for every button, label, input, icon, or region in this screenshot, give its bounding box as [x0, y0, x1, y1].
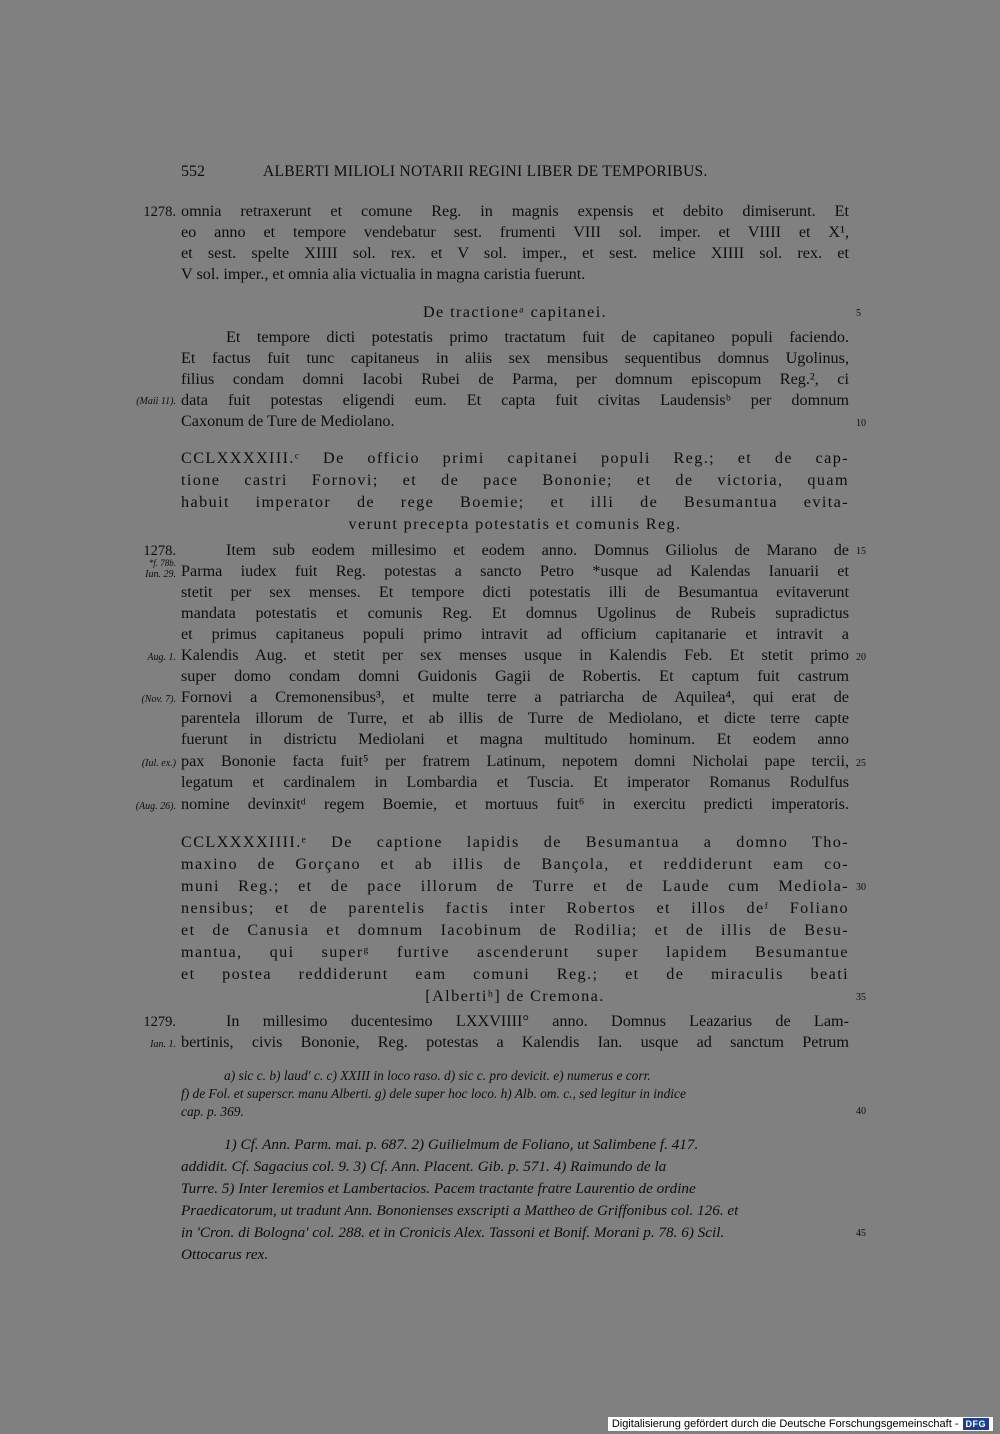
- text-line: data fuit potestas eligendi eum. Et capta fuit civitas Laudensisᵇ per domnum: [181, 391, 849, 409]
- margin-date: (Aug. 26).: [135, 801, 176, 812]
- line-number: 15: [856, 546, 866, 557]
- chapter-heading: [Albertiʰ] de Cremona.: [425, 987, 605, 1005]
- text-line: Et tempore dicti potestatis primo tractatum fuit de capitaneo populi faciendo.: [226, 328, 849, 346]
- text-line: In millesimo ducentesimo LXXVIIII° anno. Domnus Leazarius de Lam-: [226, 1012, 849, 1030]
- chapter-heading: muni Reg.; et de pace illorum de Turre et de Laude cum Mediola-: [181, 877, 849, 895]
- line-number: 10: [856, 418, 866, 429]
- chapter-heading: maxino de Gorçano et ab illis de Bançola, et reddiderunt eam co-: [181, 855, 849, 873]
- margin-year: 1279.: [143, 1014, 176, 1030]
- text-line: et sest. spelte XIIII sol. rex. et V sol. imper., et sest. melice XIIII sol. rex. et: [181, 244, 849, 262]
- footnote-line: Turre. 5) Inter Ieremios et Lambertacios. Pacem tractante fratre Laurentio de ordine: [181, 1180, 696, 1197]
- line-number: 5: [856, 308, 861, 319]
- text-line: pax Bononie facta fuit⁵ per fratrem Latinum, nepotem domni Nicholai pape tercii,: [181, 752, 849, 770]
- chapter-heading: mantua, qui superᵍ furtive ascenderunt super lapidem Besumantue: [181, 943, 849, 961]
- text-line: stetit per sex menses. Et tempore dicti potestatis illi de Besumantua evitaverunt: [181, 583, 849, 601]
- line-number: 40: [856, 1106, 866, 1117]
- chapter-heading: et postea reddiderunt eam comuni Reg.; et de miraculis beati: [181, 965, 849, 983]
- text-line: omnia retraxerunt et comune Reg. in magnis expensis et debito dimiserunt. Et: [181, 202, 849, 220]
- text-line: V sol. imper., et omnia alia victualia in magna caristia fuerunt.: [181, 265, 586, 283]
- text-line: Et factus fuit tunc capitaneus in aliis sex mensibus sequentibus domnus Ugolinus,: [181, 349, 849, 367]
- text-line: super domo condam domni Guidonis Gagii de Robertis. Et captum fuit castrum: [181, 667, 849, 685]
- chapter-heading: tione castri Fornovi; et de pace Bononie; et de victoria, quam: [181, 471, 849, 489]
- margin-date: (Iul. ex.): [141, 758, 176, 769]
- chapter-heading: CCLXXXXIIII.ᵉ De captione lapidis de Besumantua a domno Tho-: [181, 833, 849, 851]
- margin-date: Aug. 1.: [147, 652, 176, 663]
- text-line: eo anno et tempore vendebatur sest. frumenti VIII sol. imper. et VIIII et X¹,: [181, 223, 849, 241]
- apparatus-line: cap. p. 369.: [181, 1104, 244, 1119]
- line-number: 25: [856, 758, 866, 769]
- margin-date: Iun. 29.: [145, 569, 176, 580]
- footnote-line: 1) Cf. Ann. Parm. mai. p. 687. 2) Guilielmum de Foliano, ut Salimbene f. 417.: [224, 1136, 699, 1153]
- text-line: nomine devinxitᵈ regem Boemie, et mortuus fuit⁶ in exercitu predicti imperatoris.: [181, 795, 849, 813]
- line-number: 35: [856, 992, 866, 1003]
- margin-date: Ian. 1.: [150, 1039, 176, 1050]
- footnote-line: addidit. Cf. Sagacius col. 9. 3) Cf. Ann. Placent. Gib. p. 571. 4) Raimundo de la: [181, 1158, 667, 1175]
- chapter-heading: nensibus; et de parentelis factis inter Robertos et illos deᶠ Foliano: [181, 899, 849, 917]
- line-number: 45: [856, 1228, 866, 1239]
- text-line: mandata potestatis et comunis Reg. Et domnus Ugolinus de Rubeis supradictus: [181, 604, 849, 622]
- chapter-heading: et de Canusia et domnum Iacobinum de Rodilia; et de illis de Besu-: [181, 921, 849, 939]
- section-heading: De tractioneᵃ capitanei.: [422, 303, 608, 321]
- margin-year: 1278.: [143, 204, 176, 220]
- running-title: ALBERTI MILIOLI NOTARII REGINI LIBER DE TEMPORIBUS.: [263, 163, 708, 180]
- apparatus-line: a) sic c. b) laud' c. c) XXIII in loco raso. d) sic c. pro devicit. e) numerus e corr.: [224, 1068, 651, 1083]
- text-line: filius condam domni Iacobi Rubei de Parma, per domnum episcopum Reg.², ci: [181, 370, 849, 388]
- text-line: fuerunt in districtu Mediolani et magna multitudo hominum. Et eodem anno: [181, 730, 849, 748]
- chapter-heading: habuit imperator de rege Boemie; et illi de Besumantua evita-: [181, 493, 849, 511]
- text-line: legatum et cardinalem in Lombardia et Tuscia. Et imperator Romanus Rodulfus: [181, 773, 849, 791]
- text-line: et primus capitaneus populi primo intravit ad officium capitanarie et intravit a: [181, 625, 849, 643]
- footnote-line: Ottocarus rex.: [181, 1246, 269, 1263]
- chapter-heading: CCLXXXXIII.ᶜ De officio primi capitanei populi Reg.; et de cap-: [181, 449, 849, 467]
- apparatus-line: f) de Fol. et superscr. manu Alberti. g) dele super hoc loco. h) Alb. om. c., sed legitur in indice: [181, 1086, 686, 1101]
- margin-year: 1278.: [143, 543, 176, 559]
- line-number: 30: [856, 882, 866, 893]
- dfg-logo: DFG: [963, 1418, 990, 1430]
- page-number: 552: [181, 163, 205, 180]
- text-line: parentela illorum de Turre, et ab illis de Turre de Mediolano, et dicte terre capte: [181, 709, 849, 727]
- text-line: Item sub eodem millesimo et eodem anno. Domnus Giliolus de Marano de: [226, 541, 849, 559]
- digitization-footer: [608, 1417, 993, 1431]
- text-line: Kalendis Aug. et stetit per sex menses usque in Kalendis Feb. Et stetit primo: [181, 646, 849, 664]
- margin-date: (Maii 11).: [136, 396, 176, 407]
- footer-text: Digitalisierung gefördert durch die Deutsche Forschungsgemeinschaft -: [611, 1418, 959, 1430]
- text-line: Parma iudex fuit Reg. potestas a sancto Petro *usque ad Kalendas Ianuarii et: [181, 562, 849, 580]
- text-line: Caxonum de Ture de Mediolano.: [181, 412, 395, 430]
- chapter-heading: verunt precepta potestatis et comunis Reg.: [348, 515, 682, 533]
- margin-date: (Nov. 7).: [141, 694, 176, 705]
- margin-folio: *f. 78b.: [148, 558, 176, 568]
- line-number: 20: [856, 652, 866, 663]
- footnote-line: in 'Cron. di Bologna' col. 288. et in Cronicis Alex. Tassoni et Bonif. Morani p. 78. 6) Scil.: [181, 1224, 725, 1241]
- text-line: Fornovi a Cremonensibus³, et multe terre a patriarcha de Aquilea⁴, qui erat de: [181, 688, 849, 706]
- text-line: bertinis, civis Bononie, Reg. potestas a Kalendis Ian. usque ad sanctum Petrum: [181, 1033, 849, 1051]
- footnote-line: Praedicatorum, ut tradunt Ann. Bononienses exscripti a Mattheo de Griffonibus col. 126. et: [181, 1202, 739, 1219]
